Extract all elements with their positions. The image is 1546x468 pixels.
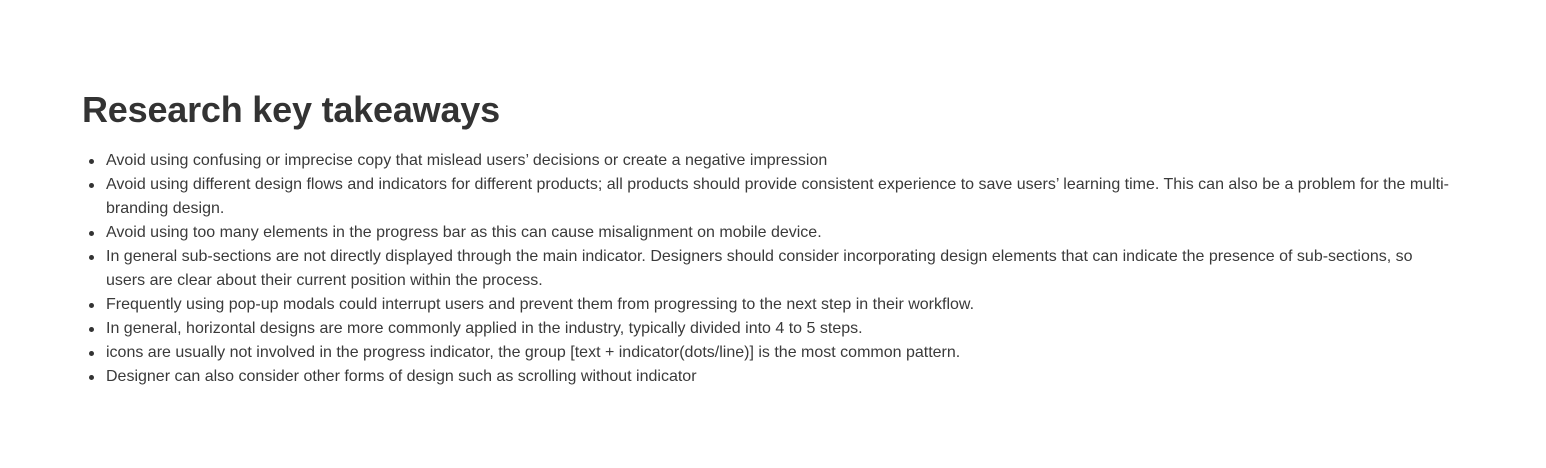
list-item: [82, 149, 1452, 173]
list-item-text: Avoid using too many elements in the progress bar as this can cause misalignment on mobile device.: [106, 224, 822, 241]
takeaways-list: [82, 149, 1452, 389]
list-item: [82, 341, 1452, 365]
list-item-text: In general sub-sections are not directly displayed through the main indicator. Designers should consider incorporating design elements that can indicate the presence of sub-sections, so users are clear about their current position within the process.: [106, 248, 1413, 289]
list-item-text: Avoid using different design flows and indicators for different products; all products should provide consistent experience to save users’ learning time. This can also be a problem for the multi-branding design.: [106, 176, 1449, 217]
bullet-icon: [89, 159, 94, 164]
list-item-text: Avoid using confusing or imprecise copy that mislead users’ decisions or create a negative impression: [106, 152, 828, 169]
list-item: [82, 245, 1452, 293]
bullet-icon: [89, 327, 94, 332]
bullet-icon: [89, 375, 94, 380]
list-item-text: Frequently using pop-up modals could interrupt users and prevent them from progressing to the next step in their workflow.: [106, 296, 975, 313]
list-item-text: icons are usually not involved in the progress indicator, the group [text + indicator(dots/line)] is the most common pattern.: [106, 344, 961, 361]
bullet-icon: [89, 183, 94, 188]
page-title: Research key takeaways: [82, 89, 500, 130]
list-item-text: Designer can also consider other forms of design such as scrolling without indicator: [106, 368, 697, 385]
list-item: [82, 221, 1452, 245]
list-item: [82, 365, 1452, 389]
list-item-text: In general, horizontal designs are more commonly applied in the industry, typically divided into 4 to 5 steps.: [106, 320, 863, 337]
list-item: [82, 293, 1452, 317]
bullet-icon: [89, 231, 94, 236]
bullet-icon: [89, 351, 94, 356]
list-item: [82, 173, 1452, 221]
bullet-icon: [89, 255, 94, 260]
list-item: [82, 317, 1452, 341]
bullet-icon: [89, 303, 94, 308]
